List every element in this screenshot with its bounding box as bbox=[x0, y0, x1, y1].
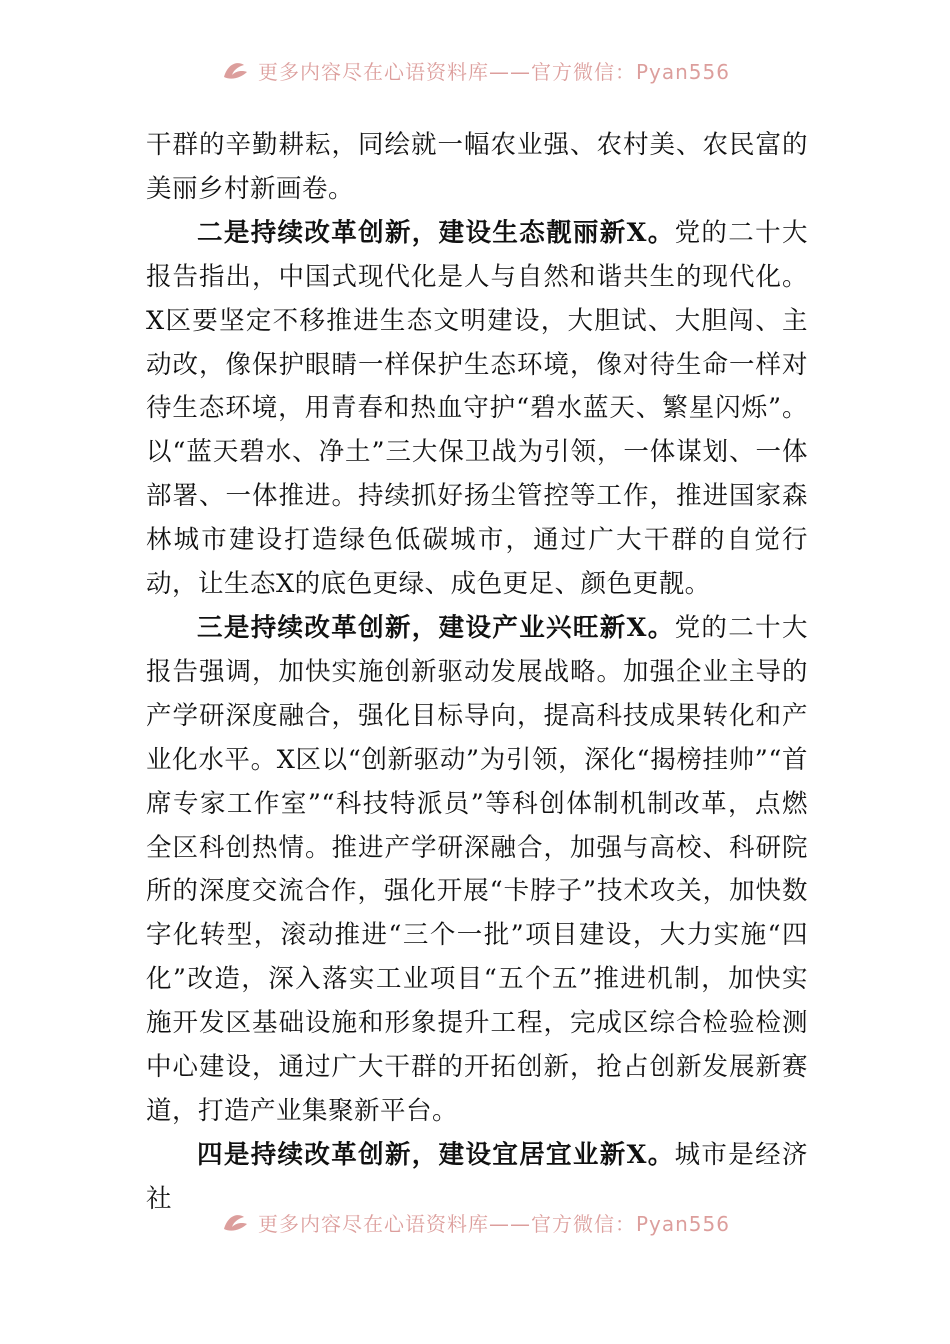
paragraph-3-lead: 三是持续改革创新，建设产业兴旺新X。 bbox=[197, 612, 675, 643]
watermark-header bbox=[0, 50, 950, 90]
watermark-footer bbox=[0, 1202, 950, 1242]
paragraph-3 bbox=[146, 607, 808, 1134]
paragraph-2 bbox=[146, 212, 808, 607]
paragraph-2-body: 党的二十大报告指出，中国式现代化是人与自然和谐共生的现代化。X区要坚定不移推进生态文明建设，大胆试、大胆闯、主动改，像保护眼睛一样保护生态环境，像对待生命一样对待生态环境，用青春和热血守护“碧水蓝天、繁星闪烁”。以“蓝天碧水、净土”三大保卫战为引领，一体谋划、一体部署、一体推进。持续抓好扬尘管控等工作，推进国家森林城市建设打造绿色低碳城市，通过广大干群的自觉行动，让生态X的底色更绿、成色更足、颜色更靓。 bbox=[146, 217, 808, 600]
paragraph-3-body: 党的二十大报告强调，加快实施创新驱动发展战略。加强企业主导的产学研深度融合，强化目标导向，提高科技成果转化和产业化水平。X区以“创新驱动”为引领，深化“揭榜挂帅”“首席专家工作室”“科技特派员”等科创体制机制改革，点燃全区科创热情。推进产学研深融合，加强与高校、科研院所的深度交流合作，强化开展“卡脖子”技术攻关，加快数字化转型，滚动推进“三个一批”项目建设，大力实施“四化”改造，深入落实工业项目“五个五”推进机制，加快实施开发区基础设施和形象提升工程，完成区综合检验检测中心建设，通过广大干群的开拓创新，抢占创新发展新赛道，打造产业集聚新平台。 bbox=[146, 612, 808, 1126]
watermark-text: 更多内容尽在心语资料库——官方微信：Pyan556 bbox=[257, 59, 730, 84]
paragraph-1-body: 干群的辛勤耕耘，同绘就一幅农业强、农村美、农民富的美丽乡村新画卷。 bbox=[146, 130, 808, 204]
document-body bbox=[146, 124, 808, 1222]
paragraph-4-lead: 四是持续改革创新，建设宜居宜业新X。 bbox=[197, 1139, 675, 1170]
watermark-text: 更多内容尽在心语资料库——官方微信：Pyan556 bbox=[257, 1211, 730, 1236]
ribbon-logo-icon bbox=[220, 57, 250, 83]
paragraph-1 bbox=[146, 124, 808, 212]
paragraph-2-lead: 二是持续改革创新，建设生态靓丽新X。 bbox=[197, 217, 675, 248]
ribbon-logo-icon bbox=[220, 1209, 250, 1235]
paragraph-4-body: 城市是经济社 bbox=[146, 1139, 808, 1214]
